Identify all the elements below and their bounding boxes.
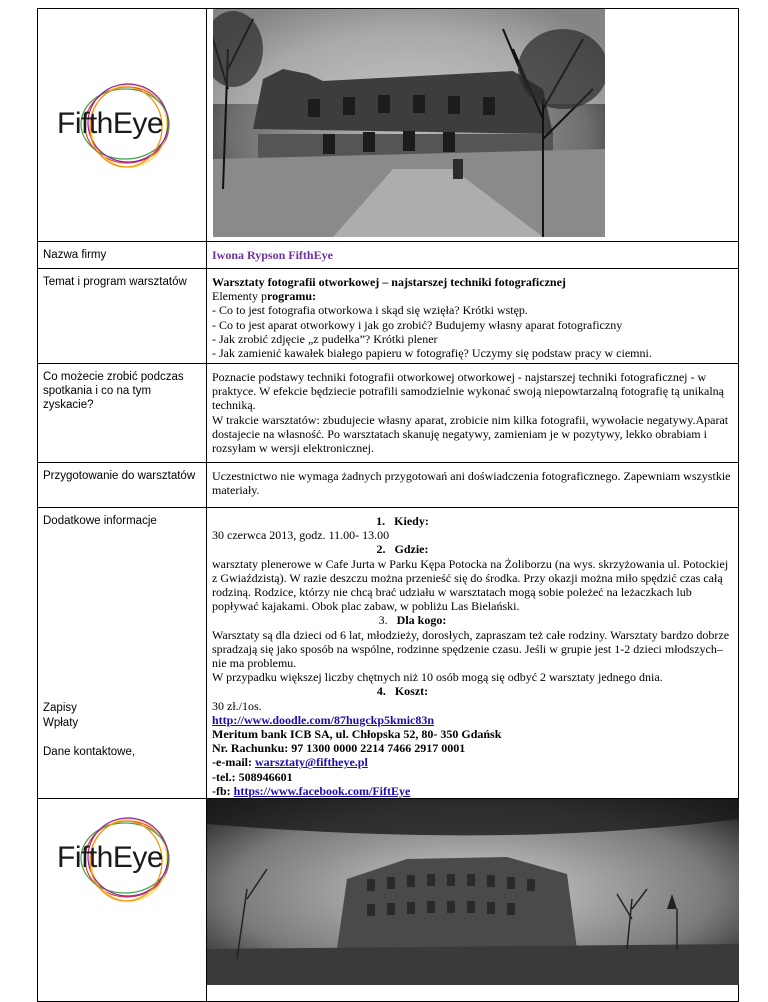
program-row (38, 269, 739, 364)
what-row (38, 364, 739, 463)
photo-cell-bottom (207, 799, 739, 1002)
firm-row (38, 242, 739, 269)
where-text: warsztaty plenerowe w Cafe Jurta w Parku Kępa Potocka na Żoliborzu (na wys. skrzyżowania ul. Potockiej z Gwiaździstą). W razie deszczu można przenieść się do środka. Przy okazji można miło spędzić czas całą rodziną. Rodzice, którzy nie chcą brać udziału w warsztatach mogą sobie poleżeć na leżaczkach lub popływać kajakami. Obok plac zabaw, w pobliżu Las Bielański. (212, 556, 729, 614)
fb-link[interactable]: https://www.facebook.com/FiftEye (233, 783, 411, 798)
info-label: Dodatkowe informacje (43, 515, 157, 527)
what-cell (207, 364, 739, 463)
logo-cell (38, 9, 207, 242)
logo-cell-bottom (38, 799, 207, 1002)
where-heading: 2. Gdzie: (376, 542, 429, 557)
bank-text: Meritum bank ICB SA, ul. Chłopska 52, 80- 350 Gdańsk (212, 727, 502, 742)
prep-label: Przygotowanie do warsztatów (38, 463, 207, 508)
cost-text: 30 zł./1os. (212, 698, 262, 713)
info-labels-cell (38, 508, 207, 799)
program-subtitle: Elementy programu: (212, 289, 317, 304)
contact-label: Dane kontaktowe, (43, 746, 136, 758)
when-heading: 1. Kiedy: (376, 514, 429, 528)
program-item: - Co to jest fotografia otworkowa i skąd się wzięła? Krótki wstęp. (212, 303, 528, 318)
program-item: - Co to jest aparat otworkowy i jak go zrobić? Budujemy własny aparat fotograficzny (212, 317, 623, 332)
who-heading: 3. Dla kogo: (378, 613, 447, 628)
tel-text: -tel.: 508946601 (212, 769, 293, 784)
payment-label: Wpłaty (43, 717, 79, 729)
cost-heading: 4. Koszt: (376, 684, 429, 699)
fiftheye-logo (57, 79, 193, 171)
firm-label: Nazwa firmy (38, 242, 207, 269)
program-item: - Jak zamienić kawałek białego papieru w fotografię? Uczymy się podstaw pracy w ciemni. (212, 346, 652, 361)
info-row (38, 508, 739, 799)
who-text-1: Warsztaty są dla dzieci od 6 lat, młodzieży, dorosłych, zapraszam też całe rodziny. Warsztaty bardzo dobrze spradzają się jako sposób na wspólne, rodzinne spędzenie czasu. Jeśli w grupie jest 1-2 dzieci młodszych– nie ma problemu. (212, 627, 730, 671)
what-text-2: W trakcie warsztatów: zbudujecie własny aparat, zrobicie nim kilka fotografii, wywołacie negatywy.Aparat dostajecie na własność. Po warsztatach skanuję negatywy, zamieniam je w pozytywy, lekko obrabiam i rozsyłam w wersji elektronicznej. (212, 412, 729, 456)
prep-row (38, 463, 739, 508)
fiftheye-logo-bottom (57, 813, 193, 905)
who-text-2: W przypadku większej liczby chętnych niż 10 osób mogą się odbyć 2 warsztaty jednego dnia. (212, 670, 663, 685)
photo-cell-top (207, 9, 739, 242)
program-title: Warsztaty fotografii otworkowej – najstarszej techniki fotograficznej (212, 275, 566, 289)
account-text: Nr. Rachunku: 97 1300 0000 2214 7466 2917 0001 (212, 741, 466, 756)
document (37, 8, 739, 968)
info-cell (207, 508, 739, 799)
header-row (38, 9, 739, 242)
workshop-table (37, 8, 739, 1002)
what-text-1: Poznacie podstawy techniki fotografii otworkowej otworkowej - najstarszej techniki fotograficznej - w praktyce. W efekcie będziecie potrafili samodzielnie wykonać swoją niepowtarzalną fotografię tą unikalną techniką. (212, 370, 724, 413)
firm-name: Iwona Rypson FifthEye (212, 247, 333, 262)
signup-label: Zapisy (43, 702, 77, 714)
when-text: 30 czerwca 2013, godz. 11.00- 13.00 (212, 528, 390, 543)
email-line: -e-mail: warsztaty@fiftheye.pl (212, 755, 368, 770)
logo-text: FifthEye (57, 841, 164, 875)
what-label: Co możecie zrobić podczas spotkania i co na tym zyskacie? (38, 364, 207, 463)
signup-link[interactable]: http://www.doodle.com/87hugckp5kmic83n (212, 712, 435, 727)
logo-text: FifthEye (57, 107, 164, 140)
palace-photo (213, 9, 605, 237)
building-panorama-photo (207, 799, 739, 985)
program-cell (207, 269, 739, 364)
program-label: Temat i program warsztatów (38, 269, 207, 364)
footer-row (38, 799, 739, 1002)
email-link[interactable]: warsztaty@fiftheye.pl (254, 755, 368, 770)
prep-text: Uczestnictwo nie wymaga żadnych przygotowań ani doświadczenia fotograficznego. Zapewniam wszystkie materiały. (207, 463, 739, 508)
fb-line: -fb: https://www.facebook.com/FiftEye (212, 783, 411, 798)
firm-value-cell (207, 242, 739, 269)
program-item: - Jak zrobić zdjęcie „z pudełka”? Krótki plener (212, 331, 438, 346)
